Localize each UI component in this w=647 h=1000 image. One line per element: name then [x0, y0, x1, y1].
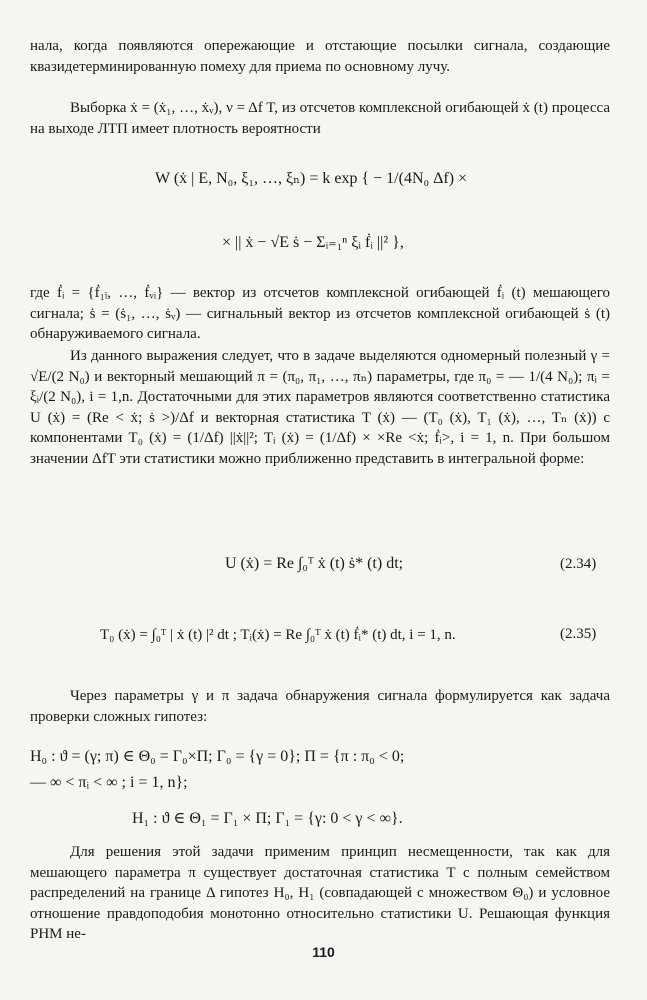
- equation-number-2-35: (2.35): [560, 626, 597, 642]
- hypothesis-h0-line2: — ∞ < πᵢ < ∞ ; i = 1, n};: [30, 774, 188, 791]
- paragraph-intro: нала, когда появляются опережающие и отстающие посылки сигнала, создающие квазидетерминированную помеху для приема по основному лучу.: [30, 38, 610, 75]
- equation-number-2-34: (2.34): [560, 556, 597, 572]
- equation-2-34: U (ẋ) = Re ∫₀ᵀ ẋ (t) ṡ* (t) dt;: [225, 555, 404, 572]
- paragraph-where: где ḟᵢ = {ḟ₁ᵢ, …, ḟᵥᵢ} — вектор из отсчетов комплексной огибающей ḟᵢ (t) мешающего сигнала; ṡ = (ṡ₁, …, ṡᵥ) — сигнальный вектор из отсчетов комплексной огибающей ṡ (t) обнаруживаемого сигнала.: [30, 285, 610, 342]
- paragraph-sample: Выборка ẋ = (ẋ₁, …, ẋᵥ), ν = Δf T, из отсчетов комплексной огибающей ẋ (t) процесса на выходе ЛТП имеет плотность вероятности: [30, 100, 610, 137]
- paragraph-hypotheses: Через параметры γ и π задача обнаружения сигнала формулируется как задача проверки сложных гипотез:: [30, 688, 610, 725]
- hypothesis-h1: H₁ : ϑ ∈ Θ₁ = Γ₁ × Π; Γ₁ = {γ: 0 < γ < ∞}.: [132, 810, 403, 827]
- paragraph-solution: Для решения этой задачи применим принцип несмещенности, так как для мешающего параметра π существует достаточная статистика T с полным семейством распределений на границе Δ гипотез H₀, H₁ (совпадающей с множеством Θ₀) и условное отношение правдоподобия монотонно относительно статистики U. Решающая функция РНМ не-: [30, 844, 610, 942]
- page-number: 110: [312, 944, 335, 960]
- equation-2-35: T₀ (ẋ) = ∫₀ᵀ | ẋ (t) |² dt ; Tᵢ(ẋ) = Re ∫₀ᵀ ẋ (t) ḟᵢ* (t) dt, i = 1, n.: [100, 627, 456, 643]
- density-equation-line2: × || ẋ − √E ṡ − Σᵢ₌₁ⁿ ξᵢ ḟᵢ ||² },: [222, 234, 404, 251]
- hypothesis-h0-line1: H₀ : ϑ = (γ; π) ∈ Θ₀ = Γ₀×Π; Γ₀ = {γ = 0}; Π = {π : π₀ < 0;: [30, 748, 405, 765]
- density-equation-line1: W (ẋ | E, N₀, ξ₁, …, ξₙ) = k exp { − 1/(4N₀ Δf) ×: [155, 170, 468, 187]
- paragraph-statistics: Из данного выражения следует, что в задаче выделяются одномерный полезный γ = √E/(2 N₀) и векторный мешающий π = (π₀, π₁, …, πₙ) параметры, где π₀ = — 1/(4 N₀); πᵢ = ξᵢ/(2 N₀), i = 1,n. Достаточными для этих параметров являются соответственно статистика U (ẋ) = (Re < ẋ; ṡ >)/Δf и векторная статистика T (ẋ) — (T₀ (ẋ), T₁ (ẋ), …, Tₙ (ẋ)) с компонентами T₀ (ẋ) = (1/Δf) ||ẋ||²; Tᵢ (ẋ) = (1/Δf) × ×Re <ẋ; ḟᵢ>, i = 1, n. При большом значении ΔfT эти статистики можно приближенно представить в интегральной форме:: [30, 348, 610, 467]
